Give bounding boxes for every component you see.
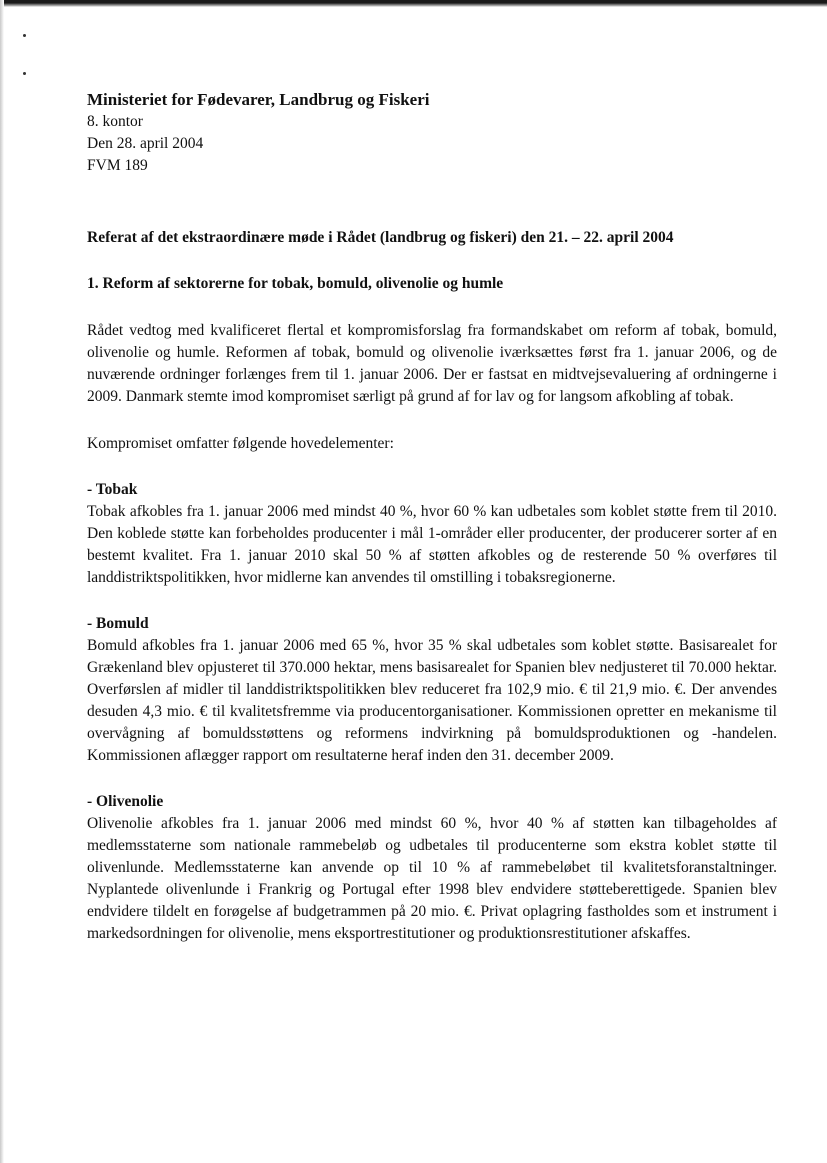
ministry-name: Ministeriet for Fødevarer, Landbrug og Fiskeri: [87, 90, 430, 109]
subsection-heading: - Olivenolie: [87, 793, 164, 810]
reference-line: FVM 189: [87, 157, 148, 174]
letter-header: [87, 88, 777, 177]
subsection-body: Tobak afkobles fra 1. januar 2006 med mindst 40 %, hvor 60 % kan udbetales som koblet støtte frem til 2010. Den koblede støtte kan forbeholdes producenter i mål 1-områder eller producenter, der producerer sorter af en bestemt kvalitet. Fra 1. januar 2010 skal 50 % af støtten afkobles og de resterende 50 % overføres til landdistriktspolitikken, hvor midlerne kan anvendes til omstilling i tobaksregionerne.: [87, 503, 777, 586]
subsection-heading: - Bomuld: [87, 615, 149, 632]
document-page: [87, 88, 777, 945]
office-line: 8. kontor: [87, 113, 143, 130]
subsection-heading: - Tobak: [87, 481, 138, 498]
document-title: Referat af det ekstraordinære møde i Rådet (landbrug og fiskeri) den 21. – 22. april 2004: [87, 229, 674, 246]
scan-left-edge: [0, 0, 4, 1163]
section-heading: 1. Reform af sektorerne for tobak, bomuld, olivenolie og humle: [87, 275, 504, 292]
subsection-body: Olivenolie afkobles fra 1. januar 2006 med mindst 60 %, hvor 40 % af støtten kan tilbageholdes af medlemsstaterne som nationale rammebeløb og udbetales til producenterne som ekstra koblet støtte til olivenlunde. Medlemsstaterne kan anvende op til 10 % af rammebeløbet til kvalitetsforanstaltninger. Nyplantede olivenlunde i Frankrig og Portugal efter 1998 blev endvidere støtteberettigede. Spanien blev endvidere tildelt en forøgelse af budgetrammen på 20 mio. €. Privat oplagring fastholdes som et instrument i markedsordningen for olivenolie, mens eksportrestitutioner og produktionsrestitutioner afskaffes.: [87, 815, 777, 942]
scan-speck: [23, 72, 26, 75]
scan-top-edge: [0, 0, 827, 7]
scan-speck: [23, 34, 26, 37]
intro-paragraph: Rådet vedtog med kvalificeret flertal et kompromisforslag fra formandskabet om reform af tobak, bomuld, olivenolie og humle. Reformen af tobak, bomuld og olivenolie iværksættes først fra 1. januar 2006, og de nuværende ordninger forlænges frem til 1. januar 2006. Der er fastsat en midtvejsevaluering af ordningerne i 2009. Danmark stemte imod kompromiset særligt på grund af for lav og for langsom afkobling af tobak.: [87, 322, 777, 405]
subsection-bomuld: [87, 613, 777, 767]
subsection-tobak: [87, 479, 777, 589]
date-line: Den 28. april 2004: [87, 135, 204, 152]
subsection-body: Bomuld afkobles fra 1. januar 2006 med 65 %, hvor 35 % skal udbetales som koblet støtte. Basisarealet for Grækenland blev opjusteret til 370.000 hektar, mens basisarealet for Spanien blev nedjusteret til 70.000 hektar. Overførslen af midler til landdistriktspolitikken blev reduceret fra 102,9 mio. € til 21,9 mio. €. Der anvendes desuden 4,3 mio. € til kvalitetsfremme via producentorganisationer. Kommissionen opretter en mekanisme til overvågning af bomuldsstøttens og reformens indvirkning på bomuldsproduktionen og -handelen. Kommissionen aflægger rapport om resultaterne heraf inden den 31. december 2009.: [87, 637, 777, 764]
subsection-olivenolie: [87, 791, 777, 945]
lead-paragraph: Kompromiset omfatter følgende hovedelementer:: [87, 435, 394, 452]
